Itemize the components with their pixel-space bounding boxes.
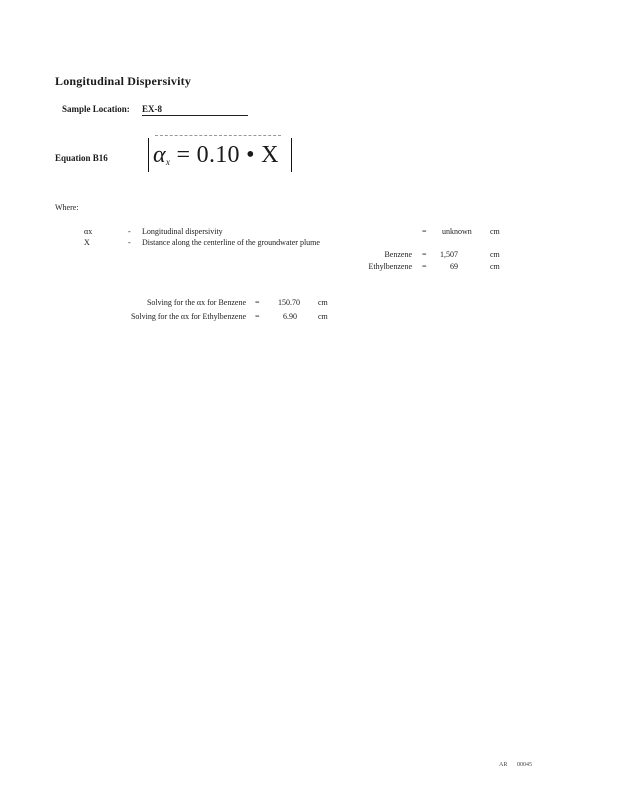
distance-unit: cm: [490, 262, 500, 271]
distance-equals: =: [422, 250, 427, 259]
solution-label: Solving for the αx for Benzene: [146, 298, 246, 307]
equation-box: [148, 138, 292, 172]
definition-dash: -: [128, 227, 131, 236]
distance-name: Ethylbenzene: [368, 262, 412, 271]
equation-formula: [153, 142, 279, 169]
definition-unit: cm: [490, 227, 500, 236]
solution-unit: cm: [318, 312, 328, 321]
definition-description: Distance along the centerline of the groundwater plume: [142, 238, 320, 247]
solution-equals: =: [255, 298, 260, 307]
distance-value: 69: [450, 262, 458, 271]
equation-label: Equation B16: [55, 153, 108, 163]
definition-description: Longitudinal dispersivity: [142, 227, 223, 236]
sample-location-label: Sample Location:: [62, 104, 130, 114]
solution-equals: =: [255, 312, 260, 321]
solution-unit: cm: [318, 298, 328, 307]
definition-equals: =: [422, 227, 427, 236]
equation-lhs-symbol: α: [153, 142, 166, 168]
equation-rhs: = 0.10 • X: [176, 142, 279, 168]
equation-lhs-subscript: x: [165, 157, 171, 167]
page-title: Longitudinal Dispersivity: [55, 74, 192, 88]
distance-unit: cm: [490, 250, 500, 259]
definition-dash: -: [128, 238, 131, 247]
sample-location-value: EX-8: [142, 104, 248, 116]
distance-equals: =: [422, 262, 427, 271]
distance-value: 1,507: [440, 250, 458, 259]
where-label: Where:: [55, 203, 79, 212]
distance-name: Benzene: [384, 250, 412, 259]
solution-value: 6.90: [283, 312, 297, 321]
footer-ar: AR: [499, 762, 508, 768]
solution-label: Solving for the αx for Ethylbenzene: [130, 312, 246, 321]
definition-value: unknown: [442, 227, 472, 236]
footer-page-number: 00045: [517, 762, 532, 768]
definition-symbol: X: [84, 238, 90, 247]
definition-symbol: αx: [84, 227, 93, 236]
equation-top-rule: [155, 135, 281, 136]
solution-value: 150.70: [278, 298, 300, 307]
